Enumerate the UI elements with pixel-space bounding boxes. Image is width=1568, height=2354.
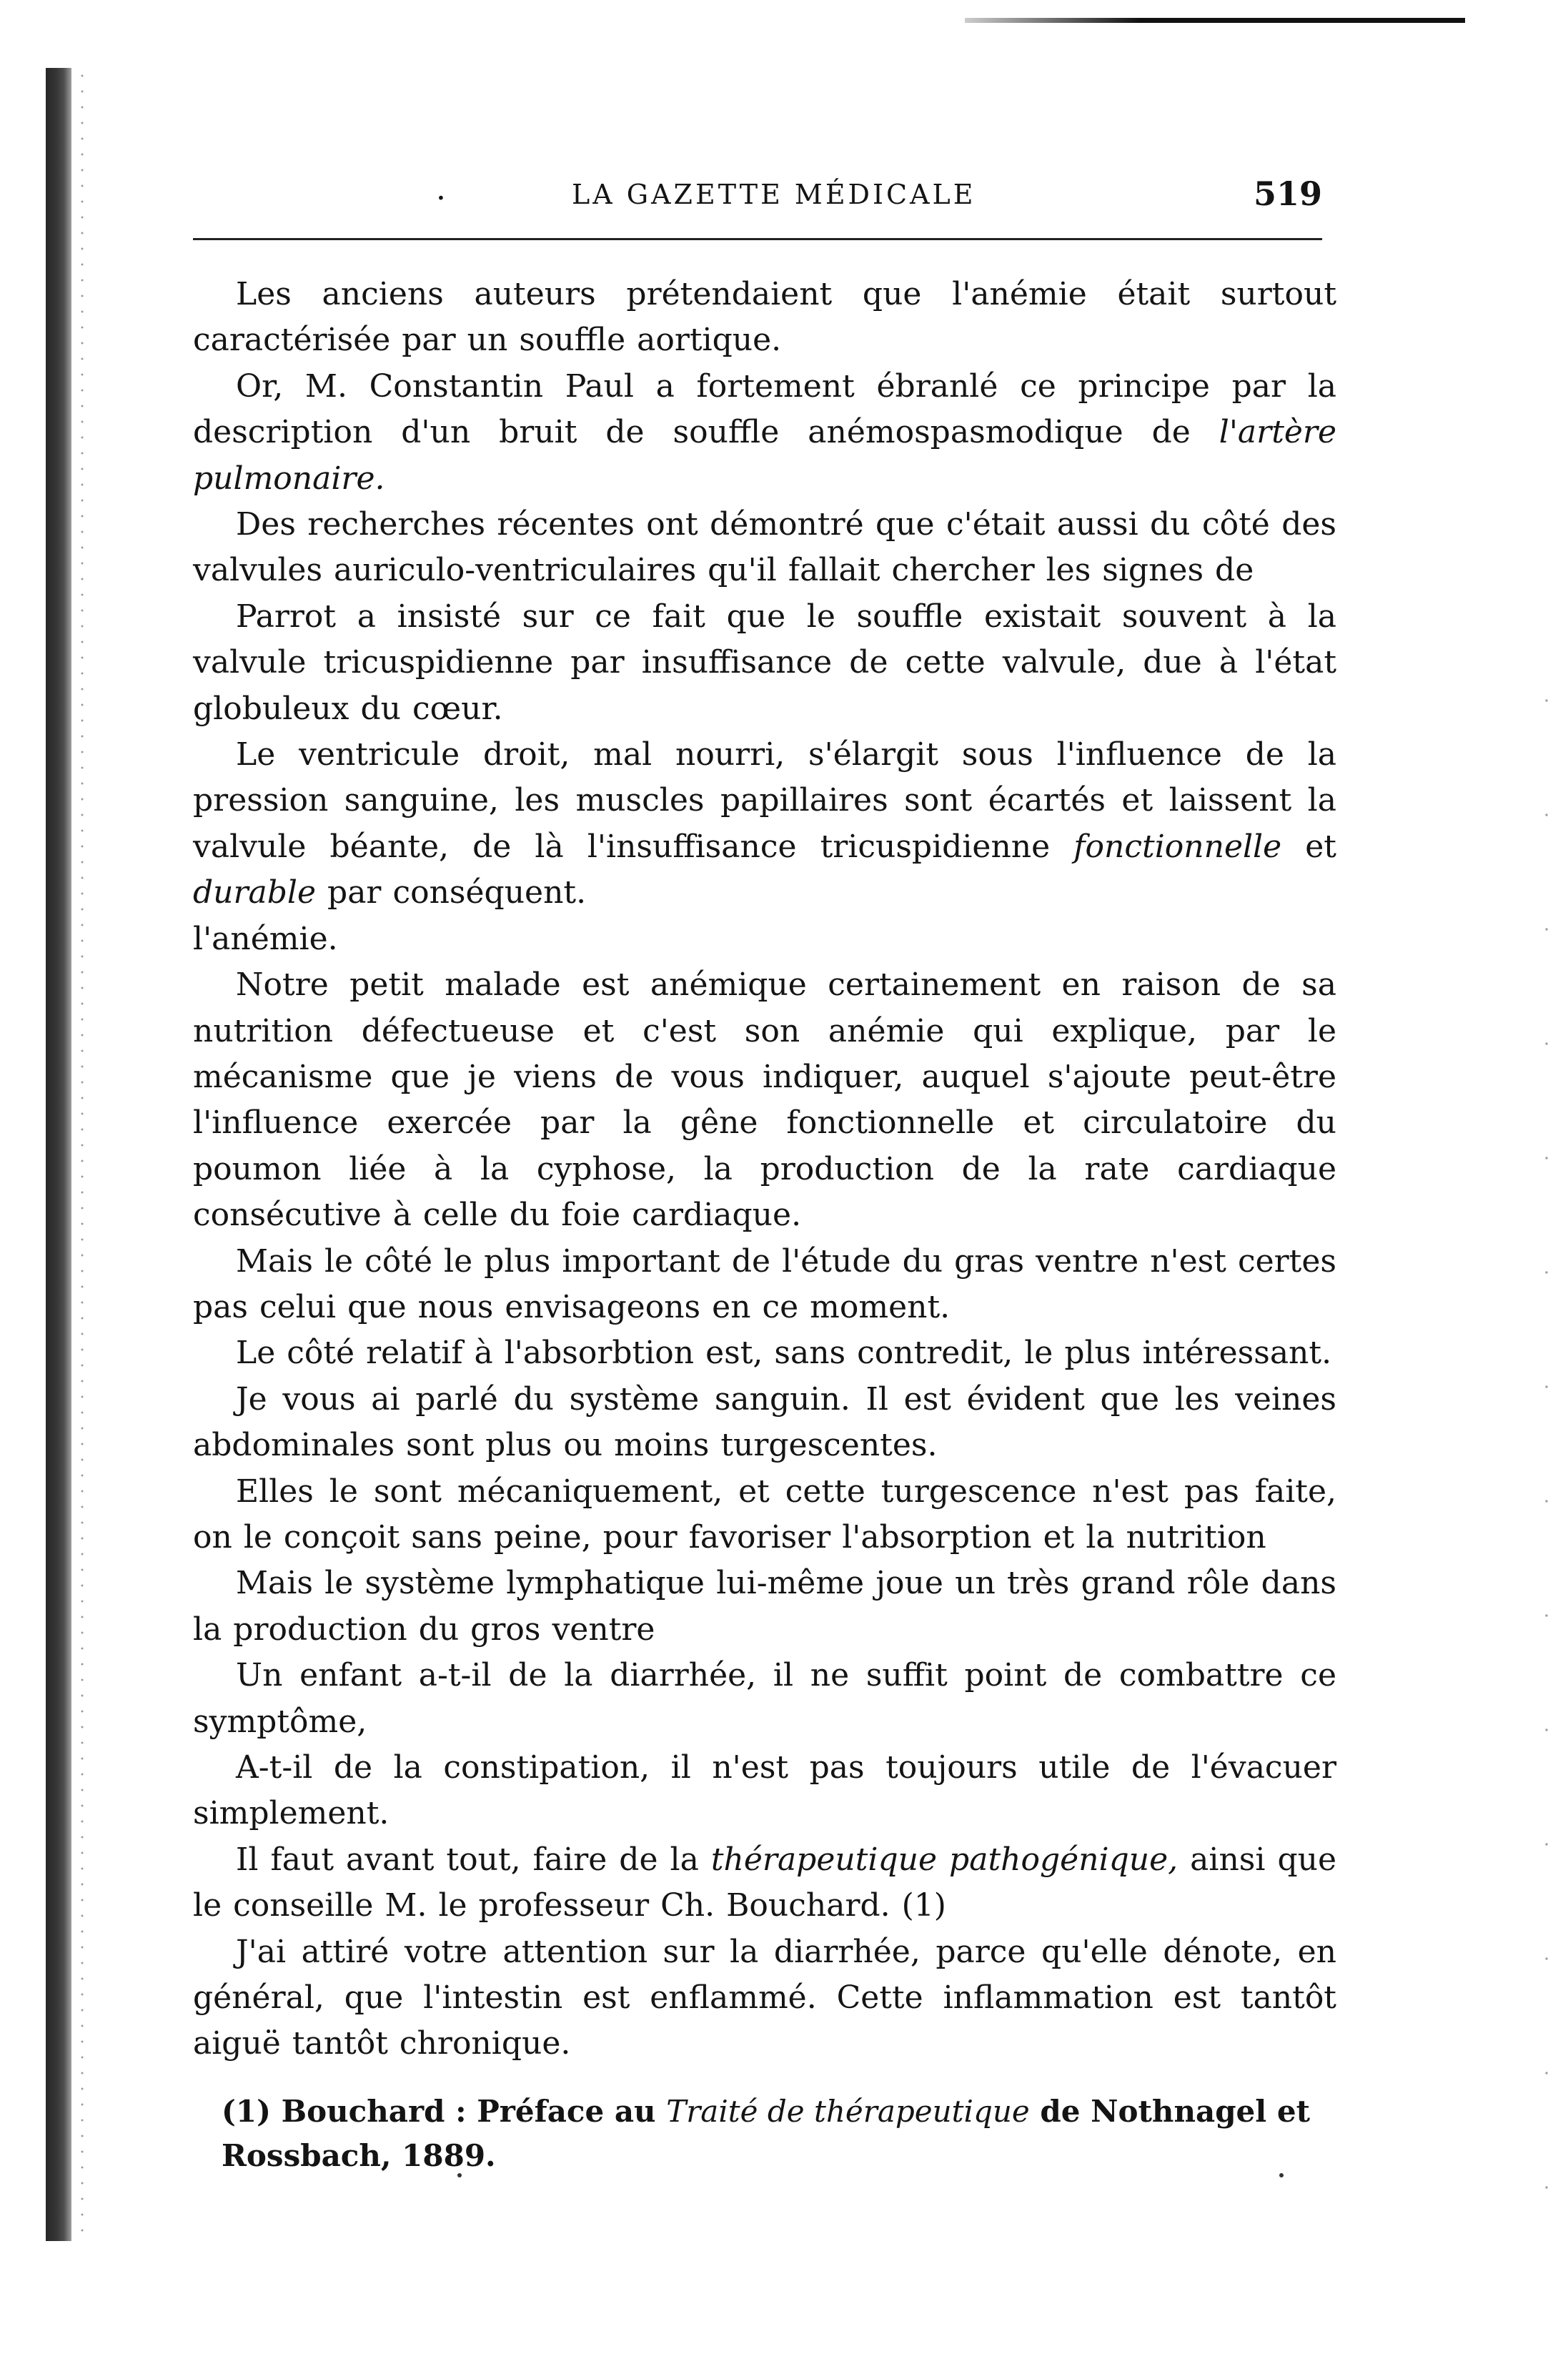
paragraph bbox=[193, 1330, 1336, 1376]
footnote-pre: (1) Bouchard : Préface au bbox=[222, 2094, 667, 2129]
paragraph bbox=[193, 502, 1336, 594]
italic-term: fonctionnelle bbox=[1073, 828, 1282, 865]
page-number: 519 bbox=[1253, 174, 1322, 213]
paragraph-text: Notre petit malade est anémique certainement en raison de sa nutrition défectueuse et c'est son anémie qui explique, par le mécanisme que je viens de vous indiquer, auquel s'ajoute peut-être l'influence exercée par la gêne fonctionnelle et circulatoire du poumon liée à la cyphose, la production de la rate cardiaque consécutive à celle du foie cardiaque. bbox=[193, 966, 1336, 1234]
article-body bbox=[193, 272, 1336, 2067]
paragraph-text: Des recherches récentes ont démontré que c'était aussi du côté des valvules auriculo-ventriculaires qu'il fallait chercher les signes de bbox=[193, 506, 1336, 589]
paragraph-text: Mais le côté le plus important de l'étude du gras ventre n'est certes pas celui que nous envisageons en ce moment. bbox=[193, 1242, 1336, 1325]
paragraph-text: Parrot a insisté sur ce fait que le souffle existait souvent à la valvule tricuspidienne par insuffisance de cette valvule, due à l'état globuleux du cœur. bbox=[193, 598, 1336, 727]
footnote bbox=[222, 2090, 1336, 2178]
header-dot: · bbox=[436, 180, 446, 217]
italic-term: thérapeutique pathogénique, bbox=[710, 1841, 1179, 1878]
paragraph bbox=[193, 1929, 1336, 2067]
journal-title: LA GAZETTE MÉDICALE bbox=[572, 179, 976, 210]
paragraph bbox=[193, 732, 1336, 916]
paragraph-text: l'anémie. bbox=[193, 920, 338, 957]
footnote-post: de Nothnagel et Rossbach, 1889. bbox=[222, 2094, 1310, 2173]
paragraph bbox=[193, 364, 1336, 502]
paragraph bbox=[193, 594, 1336, 732]
paragraph-text: ainsi que le conseille M. le professeur Ch. Bouchard. (1) bbox=[193, 1841, 1336, 1924]
paragraph-text: Le côté relatif à l'absorbtion est, sans contredit, le plus intéressant. bbox=[236, 1335, 1332, 1372]
paragraph bbox=[193, 1837, 1336, 1929]
paragraph-text: par conséquent. bbox=[316, 874, 587, 911]
paragraph bbox=[193, 1745, 1336, 1837]
paragraph bbox=[193, 1561, 1336, 1653]
ink-speck bbox=[457, 2173, 462, 2177]
paragraph-text: Les anciens auteurs prétendaient que l'anémie était surtout caractérisée par un souffle aortique. bbox=[193, 276, 1336, 359]
paragraph-text: Mais le système lymphatique lui-même joue un très grand rôle dans la production du gros ventre bbox=[193, 1565, 1336, 1648]
paragraph-text: J'ai attiré votre attention sur la diarrhée, parce qu'elle dénote, en général, que l'intestin est enflammé. Cette inflammation est tantôt aiguë tantôt chronique. bbox=[193, 1933, 1336, 2062]
paragraph bbox=[193, 1239, 1336, 1331]
running-head bbox=[193, 174, 1322, 222]
ink-speck bbox=[1279, 2173, 1284, 2177]
paragraph-text: Un enfant a-t-il de la diarrhée, il ne suffit point de combattre ce symptôme, bbox=[193, 1657, 1336, 1740]
paragraph bbox=[193, 916, 1336, 962]
spine-noise bbox=[77, 68, 87, 2241]
paragraph bbox=[193, 1653, 1336, 1745]
paragraph-text: Je vous ai parlé du système sanguin. Il est évident que les veines abdominales sont plus ou moins turgescentes. bbox=[193, 1380, 1336, 1464]
margin-specks bbox=[1539, 643, 1554, 2288]
paragraph-text: Le ventricule droit, mal nourri, s'élargit sous l'influence de la pression sanguine, les muscles papillaires sont écartés et laissent la valvule béante, de là l'insuffisance tricuspidienne bbox=[193, 736, 1336, 865]
paragraph-text: Or, M. Constantin Paul a fortement ébranlé ce principe par la description d'un bruit de souffle anémospasmodique de bbox=[193, 367, 1336, 451]
footnote-book-title: Traité de thérapeutique bbox=[666, 2094, 1030, 2129]
paragraph bbox=[193, 272, 1336, 364]
paragraph-text: et bbox=[1281, 828, 1336, 865]
italic-term: l'artère pulmonaire. bbox=[193, 414, 1336, 497]
paragraph-text: Elles le sont mécaniquement, et cette turgescence n'est pas faite, on le conçoit sans peine, pour favoriser l'absorption et la nutrition bbox=[193, 1473, 1336, 1556]
paragraph-text: Il faut avant tout, faire de la bbox=[236, 1841, 711, 1878]
paragraph bbox=[193, 962, 1336, 1238]
top-edge-rule bbox=[965, 18, 1465, 23]
paragraph bbox=[193, 1377, 1336, 1469]
paragraph-text: A-t-il de la constipation, il n'est pas toujours utile de l'évacuer simplement. bbox=[193, 1749, 1336, 1832]
italic-term: durable bbox=[193, 874, 317, 911]
book-spine-shadow bbox=[46, 68, 71, 2241]
paragraph bbox=[193, 1469, 1336, 1561]
header-rule bbox=[193, 238, 1322, 240]
